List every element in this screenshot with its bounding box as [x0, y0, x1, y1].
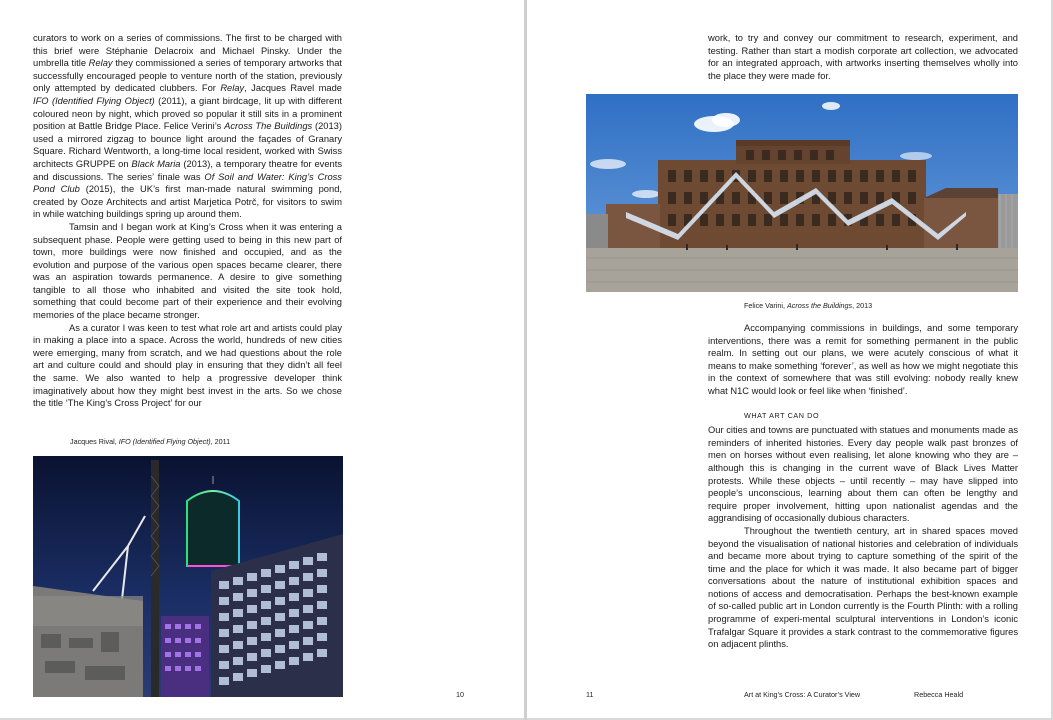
right-caption	[744, 301, 872, 311]
left-paragraph	[33, 322, 342, 410]
text-run: they commissioned a series of temporary artworks that successfully encouraged people to venture north of the station, previously only attempted by dedicated clubbers. For	[33, 58, 342, 94]
text-run: (2015), the UK’s first man-made natural swimming pond, created by Ooze Architects and artist Marjetica Potrč, for visitors to swim in while watching buildings spring up around them.	[33, 184, 342, 220]
text-run: As a curator I was keen to test what role art and artists could play in making a place into a space. Across the world, hundreds of new cities were emerging, many from scratch, and we had questions about the role art and culture could and should play in ensuring that they didn’t all feel the same. We also wanted to help a progressive developer think imaginatively about how they might best invest in the arts. So we chose the title ‘The King’s Cross Project’ for our	[33, 322, 342, 409]
italic-title: Relay	[220, 83, 245, 94]
right-caption-artist: Felice Varini,	[744, 301, 788, 310]
right-top-text	[708, 32, 1018, 82]
left-caption-year: , 2011	[210, 437, 231, 446]
left-caption-artist: Jacques Rival,	[70, 437, 119, 446]
italic-title: Black Maria	[131, 158, 181, 169]
right-top-paragraph: work, to try and convey our commitment to research, experiment, and testing. Rather than start a modish corporate art collection, we advocated for an integrated approach, with artworks inserting themselves wholly into the place they were made for.	[708, 33, 1018, 81]
left-caption	[70, 437, 230, 447]
text-run: (2013), a temporary theatre for events and discussions. The series’ finale was	[33, 158, 342, 182]
paragraph-throughout: Throughout the twentieth century, art in shared spaces moved beyond the visualisation of national histories and celebration of individuals and became more about trying to capture something of the spirit of the time and the place for which it was made. It also became part of bigger conversations about the nature of institutional exhibition spaces and notions of access and democratisation. Perhaps the best-known example of so-called public art in London currently is the Fourth Plinth: with a rolling programme of experi-mental sculptural interventions in London’s iconic Trafalgar Square it provides a stark contrast to the commemorative figures on adjacent plinths.	[708, 525, 1018, 650]
right-caption-title: Across the Buildings	[787, 301, 853, 310]
left-body-text	[33, 32, 342, 410]
italic-title: Relay	[88, 58, 113, 69]
left-paragraph	[33, 221, 342, 322]
italic-title: Of Soil and Water: King’s Cross Pond Club	[33, 171, 342, 195]
text-run: (2013) used a mirrored zigzag to bounce light around the façades of Granary Square. Richard Wentworth, a long-time local resident, worked with Swiss architects GRUPPE on	[33, 121, 342, 169]
right-caption-year: , 2013	[852, 301, 873, 310]
paragraph-accompanying: Accompanying commissions in buildings, and some temporary interventions, there was a remit for something permanent in the public realm. In setting out our plans, we were acutely conscious of what it means to make something ‘forever’, as well as how we might negotiate this in the context of somewhere that was still evolving: nobody really knew what N1C would look or feel like when ‘finished’.	[708, 323, 1018, 396]
paragraph-cities: Our cities and towns are punctuated with statues and monuments made as reminders of inherited histories. Every day people walk past bronzes of men on horses without even realising, let alone knowing who they are – although this is changing in the current wave of Black Lives Matter protests. While these objects – until recently – may have slipped into people’s unconscious, learning about them can often be lengthy and require proper involvement, hitting upon nationalist agendas and the aggrandising of occasionally dubious characters.	[708, 425, 1018, 524]
text-run: (2011), a giant birdcage, lit up with different coloured neon by night, which proved so popular it still sits in a prominent position at Battle Bridge Place. Felice Verini’s	[33, 95, 342, 132]
text-run: curators to work on a series of commissions. The first to be charged with this brief were Stéphanie Delacroix and Michael Pinsky. Under the umbrella title	[33, 33, 342, 69]
left-paragraph	[33, 32, 342, 221]
section-heading: WHAT ART CAN DO	[744, 410, 820, 420]
italic-title: IFO (Identified Flying Object)	[33, 95, 155, 106]
right-body-text	[708, 322, 1018, 651]
right-page	[527, 0, 1051, 718]
left-page-number: 10	[456, 690, 464, 699]
across-the-buildings-photo	[586, 94, 1018, 292]
left-page	[0, 0, 524, 718]
text-run: Tamsin and I began work at King’s Cross when it was entering a subsequent phase. People were getting used to being in this new part of town, more buildings were now finished and occupied, and as the evolution and purpose of the various open spaces became clearer, there was an aspiration towards permanence. A desire to give something tangible to all those who inhabited and visited the site took hold, something that could become part of their experience and their evolving memories of the place became stronger.	[33, 221, 342, 321]
left-caption-title: IFO (Identified Flying Object)	[118, 437, 211, 446]
italic-title: Across The Buildings	[224, 121, 313, 132]
ifo-birdcage-photo	[33, 456, 343, 697]
footer-author: Rebecca Heald	[914, 690, 964, 699]
right-page-number: 11	[586, 690, 594, 699]
footer-title: Art at King’s Cross: A Curator’s View	[744, 690, 861, 699]
text-run: , Jacques Ravel made	[244, 83, 343, 94]
